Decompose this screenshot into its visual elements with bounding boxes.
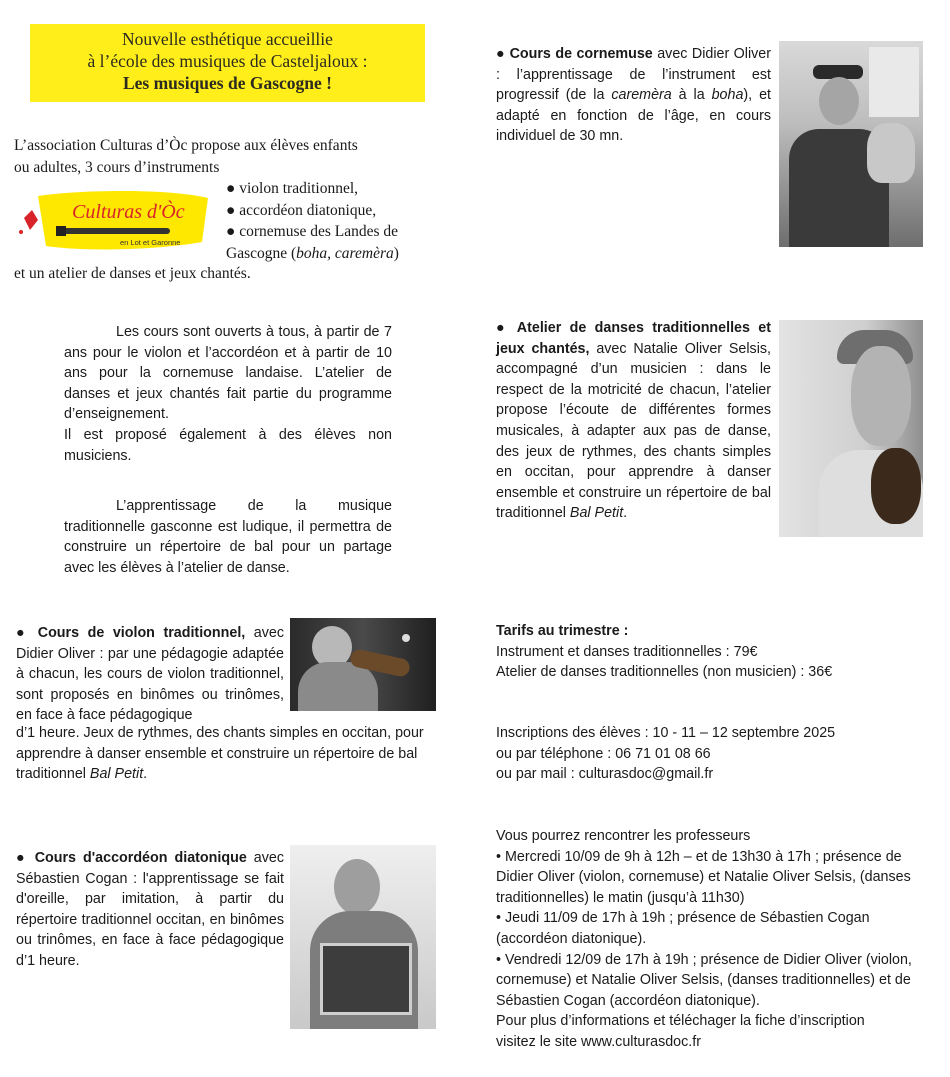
violin-course-bottom: d’1 heure. Jeux de rythmes, des chants simples en occitan, pour apprendre à danser ensemble et construire un répertoire de bal traditionnel Bal Petit.: [16, 725, 424, 783]
tarif-instrument: Instrument et danses traditionnelles : 79€: [496, 643, 758, 660]
inscriptions-block: [496, 723, 926, 785]
open-paragraph: [64, 322, 392, 466]
title-box: [30, 24, 425, 102]
dance-heading: ● Atelier de danses traditionnelles et jeux chantés,: [496, 320, 771, 357]
tarifs-heading: Tarifs au trimestre :: [496, 623, 629, 639]
intro-line-end: et un atelier de danses et jeux chantés.: [14, 265, 251, 282]
instrument-violin: ● violon traditionnel,: [226, 180, 359, 197]
title-line-2: à l’école des musiques de Casteljaloux :: [87, 51, 368, 71]
bagpipe-heading: ● Cours de cornemuse: [496, 46, 653, 62]
dance-teacher-photo: [779, 320, 923, 537]
intro-line-1: L’association Culturas d’Òc propose aux élèves enfants: [14, 137, 358, 154]
inscription-phone: ou par téléphone : 06 71 01 08 66: [496, 745, 711, 762]
meet-wednesday: • Mercredi 10/09 de 9h à 12h – et de 13h30 à 17h ; présence de Didier Oliver (violon, cornemuse) et Natalie Oliver Selsis, (danses traditionnelles) le matin (jusqu’à 11h30): [496, 848, 911, 906]
accordion-teacher-photo: [290, 845, 436, 1029]
instrument-bagpipe: ● cornemuse des Landes de: [226, 223, 399, 240]
bagpipe-course: ● Cours de cornemuse avec Didier Oliver : l’apprentissage de l’instrument est progressif (de la caremèra à la boha), et adapté en fonction de l’âge, en cours individuel de 30 mn.: [496, 46, 772, 145]
tarifs-block: [496, 621, 926, 683]
intro-line-2: ou adultes, 3 cours d’instruments: [14, 158, 220, 176]
learning-p: L’apprentissage de la musique traditionnelle gasconne est ludique, il permettra de construire un répertoire de bal pour un partage avec les élèves à l’atelier de danse.: [64, 498, 392, 576]
dance-workshop: ● Atelier de danses traditionnelles et jeux chantés, avec Natalie Oliver Selsis, accompagné d’un musicien : dans le respect de la motricité de chacun, l’atelier propose l’écoute de différentes formes musicales, à adapter aux pas de danse, des jeux de rythmes, des chants simples en occitan, pour apprendre à danser ensemble et construire un répertoire de bal traditionnel Bal Petit.: [496, 320, 771, 522]
violin-heading: ● Cours de violon traditionnel,: [16, 625, 246, 641]
meet-thursday: • Jeudi 11/09 de 17h à 19h ; présence de Sébastien Cogan (accordéon diatonique).: [496, 910, 870, 947]
instrument-accordion: ● accordéon diatonique,: [226, 201, 377, 219]
tarif-dance: Atelier de danses traditionnelles (non musicien) : 36€: [496, 664, 833, 681]
title-line-3: Les musiques de Gascogne !: [122, 73, 333, 93]
inscription-dates: Inscriptions des élèves : 10 - 11 – 12 septembre 2025: [496, 725, 836, 741]
title-line-1: Nouvelle esthétique accueillie: [122, 29, 333, 49]
learning-paragraph: [64, 496, 392, 578]
logo-name: Culturas d'Òc: [72, 201, 185, 223]
instrument-list: [226, 178, 446, 264]
bagpipe-teacher-photo: [779, 41, 923, 247]
culturas-doc-logo: [16, 188, 216, 258]
meet-teachers-block: [496, 826, 928, 1053]
meet-friday: • Vendredi 12/09 de 17h à 19h ; présence de Didier Oliver (violon, cornemuse) et Natalie Oliver Selsis, (danses traditionnelles) et de Sébastien Cogan (accordéon diatonique).: [496, 951, 912, 1009]
violin-teacher-photo: [290, 618, 436, 711]
accordion-course: ● Cours d'accordéon diatonique avec Sébastien Cogan : l'apprentissage se fait d'oreille, par imitation, à partir du répertoire traditionnel occitan, en binômes ou trinômes, en face à face pédagogique d’1 heure.: [16, 850, 284, 969]
open-p1: Les cours sont ouverts à tous, à partir de 7 ans pour le violon et l’accordéon et à partir de 10 ans pour la cornemuse landaise. L’atelier de danses et jeux chantés fait partie du programme d’enseignement.: [64, 324, 392, 423]
accordion-heading: ● Cours d'accordéon diatonique: [16, 850, 247, 866]
logo-subtitle: en Lot et Garonne: [120, 238, 181, 247]
more-info-line: Pour plus d’informations et téléchager la fiche d’inscription: [496, 1013, 865, 1030]
website-line: visitez le site www.culturasdoc.fr: [496, 1033, 701, 1050]
open-p2: Il est proposé également à des élèves non musiciens.: [64, 426, 392, 464]
instrument-bagpipe-cont: Gascogne (boha, caremèra): [226, 244, 399, 262]
intro-paragraph: [14, 135, 444, 178]
meet-intro: Vous pourrez rencontrer les professeurs: [496, 828, 751, 844]
violin-course-top: ● Cours de violon traditionnel, avec Didier Oliver : par une pédagogie adaptée à chacun, les cours de violon traditionnel, sont proposés en binômes ou trinômes, en face à face pédagogique: [16, 625, 285, 724]
inscription-email: ou par mail : culturasdoc@gmail.fr: [496, 766, 714, 783]
